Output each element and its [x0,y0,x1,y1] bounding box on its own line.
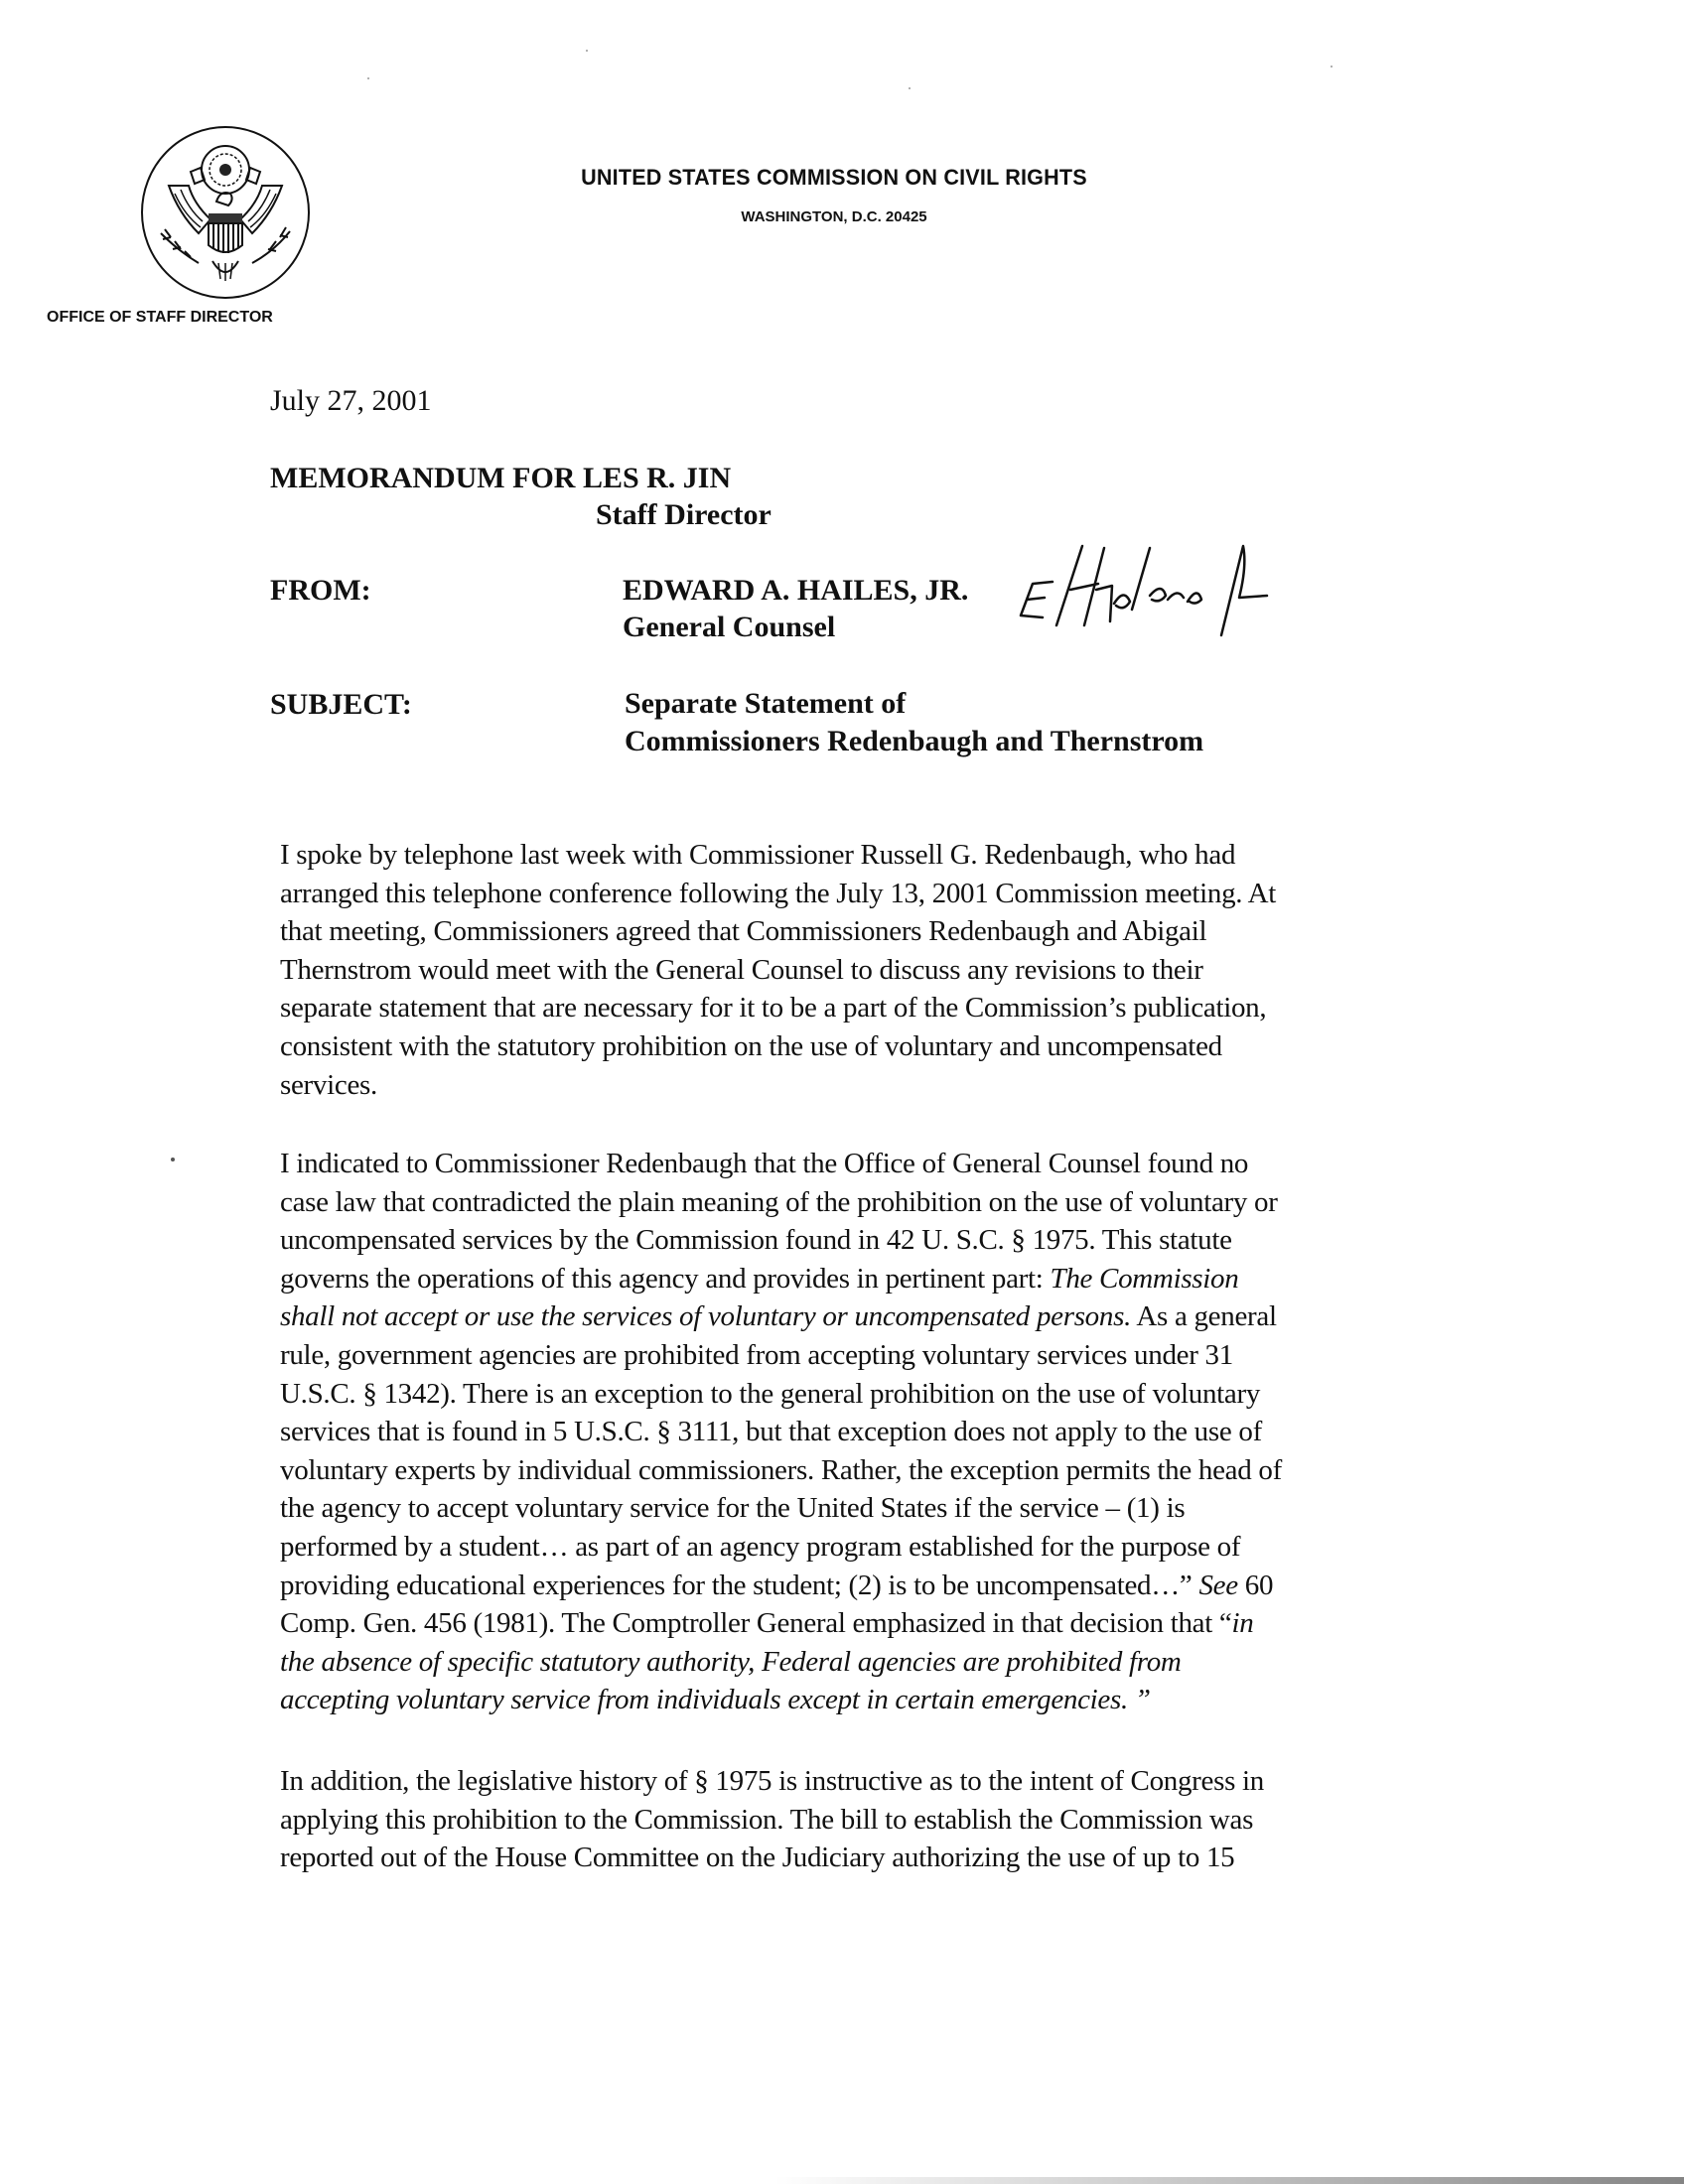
text-line: I indicated to Commissioner Redenbaugh that the Office of General Counsel found no [280,1148,1249,1179]
scan-speck [1331,66,1333,68]
statute-quote: The Commission [1050,1262,1239,1295]
text-run: 60 [1237,1569,1274,1601]
subject-line-2: Commissioners Redenbaugh and Thernstrom [625,725,1204,757]
text-line: I spoke by telephone last week with Commissioner Russell G. Redenbaugh, who had [280,839,1236,871]
text-line: case law that contradicted the plain meaning of the prohibition on the use of voluntary or [280,1185,1278,1218]
text-line: reported out of the House Committee on the Judiciary authorizing the use of up to 15 [280,1842,1235,1874]
text-line: consistent with the statutory prohibition on the use of voluntary and uncompensated [280,1029,1222,1062]
text-line: services that is found in 5 U.S.C. § 3111, but that exception does not apply to the use of [280,1416,1262,1448]
body-paragraph-3 [280,1762,1511,1877]
text-line: services. [280,1068,377,1101]
text-line: U.S.C. § 1342). There is an exception to the general prohibition on the use of voluntary [280,1377,1261,1410]
great-seal-icon [139,124,312,301]
text-line [280,1604,1511,1643]
from-label: FROM: [270,574,371,607]
text-line: In addition, the legislative history of § 1975 is instructive as to the intent of Congress in [280,1765,1264,1797]
text-run: ” [1127,1684,1151,1716]
text-line [280,1643,1511,1682]
text-line: voluntary experts by individual commissioners. Rather, the exception permits the head of [280,1453,1282,1486]
sender-title: General Counsel [623,611,836,643]
text-run: As a general [1131,1300,1277,1333]
subject-label: SUBJECT: [270,688,412,721]
statute-quote: shall not accept or use the services of voluntary or uncompensated persons. [280,1300,1132,1333]
text-line: arranged this telephone conference following the July 13, 2001 Commission meeting. At [280,877,1276,909]
text-line: Thernstrom would meet with the General Counsel to discuss any revisions to their [280,953,1203,986]
sender-name: EDWARD A. HAILES, JR. [623,574,969,607]
agency-name: UNITED STATES COMMISSION ON CIVIL RIGHTS [581,165,1087,190]
signature [1013,526,1311,645]
text-line [280,1567,1511,1605]
text-line: that meeting, Commissioners agreed that Commissioners Redenbaugh and Abigail [280,915,1207,948]
scan-edge-shadow [774,2177,1684,2184]
scan-speck [909,87,911,89]
text-run: Comp. Gen. 456 (1981). The Comptroller General emphasized in that decision that “ [280,1607,1232,1640]
text-line [280,1297,1511,1336]
text-line [280,1681,1511,1719]
body-paragraph-2 [280,1145,1511,1719]
decision-quote: the absence of specific statutory authority, Federal agencies are prohibited from [280,1645,1182,1678]
recipient-title: Staff Director [596,498,772,531]
text-line: performed by a student… as part of an agency program established for the purpose of [280,1530,1241,1563]
text-line: uncompensated services by the Commission found in 42 U. S.C. § 1975. This statute [280,1224,1232,1257]
text-line [280,1260,1511,1298]
subject-line-1: Separate Statement of [625,687,907,720]
text-line: separate statement that are necessary for it to be a part of the Commission’s publication, [280,992,1267,1024]
decision-quote: in [1231,1607,1254,1640]
memo-date: July 27, 2001 [270,384,432,417]
text-line: the agency to accept voluntary service for the United States if the service – (1) is [280,1492,1186,1525]
decision-quote: accepting voluntary service from individuals except in certain emergencies. [280,1684,1128,1716]
text-line: rule, government agencies are prohibited from accepting voluntary services under 31 [280,1338,1233,1371]
text-line: applying this prohibition to the Commission. The bill to establish the Commission was [280,1803,1254,1836]
scan-speck [367,77,369,79]
body-paragraph-1 [280,836,1511,1104]
agency-address: WASHINGTON, D.C. 20425 [741,208,927,225]
citation-signal: See [1198,1569,1238,1601]
office-name: OFFICE OF STAFF DIRECTOR [47,309,273,326]
scan-speck [586,50,588,52]
scan-speck [171,1158,175,1161]
text-run: providing educational experiences for the student; (2) is to be uncompensated…” [280,1569,1199,1601]
memorandum-for: MEMORANDUM FOR LES R. JIN [270,462,732,494]
text-run: governs the operations of this agency and provides in pertinent part: [280,1262,1051,1295]
